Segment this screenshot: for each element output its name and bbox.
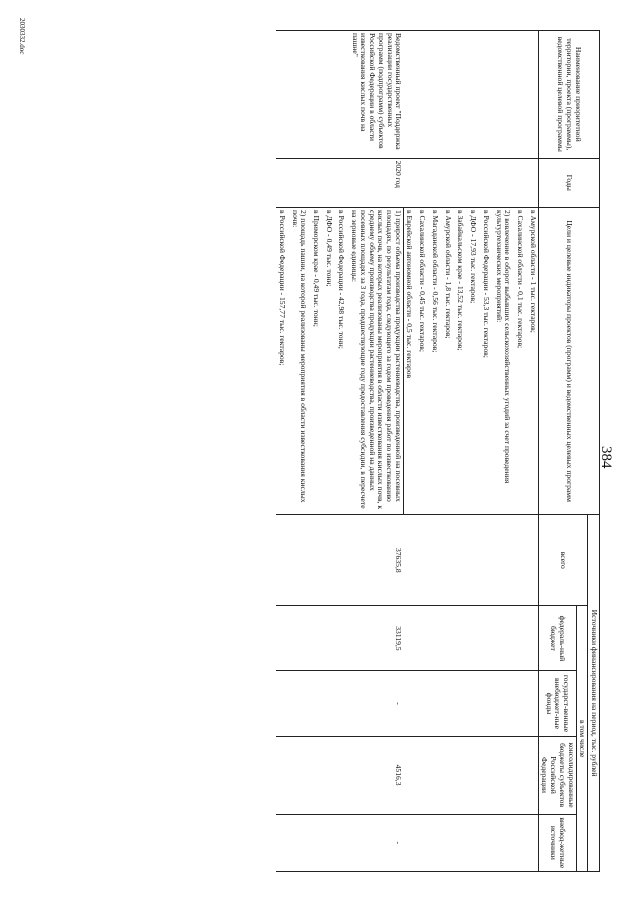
indicator-line: в ДФО - 17,93 тыс. гектаров; [469, 210, 479, 304]
financing-table [276, 30, 600, 872]
value-state-funds: - [276, 671, 403, 736]
continued-row [403, 31, 538, 872]
continued-indicators-cell [403, 208, 538, 515]
header-federal: федераль-ный бюджет [538, 606, 576, 671]
value-regional: 4516,3 [276, 736, 403, 814]
indicator-line: в Еврейской автономной области - 0,5 тыс. гектаров [405, 210, 415, 379]
project-year: 2020 год [276, 158, 403, 207]
header-state-funds: государст-венные внебюджет-ные фонды [538, 671, 576, 736]
value-total: 37635,8 [276, 515, 403, 606]
header-total: всего [538, 515, 588, 606]
page-number: 384 [598, 446, 614, 469]
indicator-line: 2) вовлечение в оборот выбывших сельскохозяйственных угодий за счет проведения культуртехнических мероприятий: [494, 210, 513, 484]
indicator-line: в Приморском крае - 0,49 тыс. тонн; [312, 210, 322, 327]
indicator-line: в Российской Федерации - 53,3 тыс. гектаров; [481, 210, 491, 358]
header-offbudget: внебюд-жетные источники [538, 814, 576, 871]
project-indicators-cell [276, 208, 403, 515]
header-sources: Источники финансирования на период, тыс. рублей [588, 515, 600, 872]
indicator-line: в Сахалинской области - 0,45 тыс. гектаров; [418, 210, 428, 352]
indicator-line: в Амурской области - 1,8 тыс. гектаров; [443, 210, 453, 339]
indicator-line: в Магаданской области - 0,56 тыс. гектаров; [430, 210, 440, 353]
header-name: Наименование приоритетной территории, проекта (программы), ведомственной целевой программы [538, 31, 599, 159]
indicator-line: в Российской Федерации - 42,98 тыс. тонн; [337, 210, 347, 349]
project-name: Ведомственный проект "Поддержка реализации государственных программ (подпрограмм) субъектов Российской Федерации в области известкования кислых почв на пашне" [276, 31, 403, 159]
continued-year-cell [403, 158, 538, 207]
value-federal: 33119,5 [276, 606, 403, 671]
indicator-line: 1) прирост объема производства продукции растениеводства, произведенной на посевных площадях, по результатам года, следующего за годом проведения работ по известкованию кислых почв, на которых реализованы мероприятия в области известкования кислых почв, к среднему объему производства продукции растениеводства, произведенной на данных посевных площадях за 3 года, предшествующие году предоставления субсидии, в пересчете на зерновые единицы: [350, 210, 403, 510]
indicator-line: в ДФО - 0,49 тыс. тонн; [324, 210, 334, 287]
header-years: Годы [538, 158, 599, 207]
indicator-line: в Российской Федерации - 157,77 тыс. гектаров; [277, 210, 287, 366]
footer-code: 2030332.doc [18, 18, 26, 55]
header-row-1 [588, 31, 600, 872]
header-in-that: в том числе [576, 606, 588, 872]
header-regional: консолидированные бюджеты субъектов Российской Федерации [538, 736, 576, 814]
project-row [276, 31, 403, 872]
header-goals: Цели и целевые индикаторы проектов (программ) и ведомственных целевых программ [538, 208, 599, 515]
indicator-line: в Сахалинской области - 0,1 тыс. гектаров; [515, 210, 525, 349]
continued-name-cell [403, 31, 538, 159]
value-offbudget: - [276, 814, 403, 871]
indicator-line: 2) площадь пашни, на которой реализованы мероприятия в области известкования кислых почв: [290, 210, 309, 503]
indicator-line: в Забайкальском крае - 13,52 тыс. гектаров; [456, 210, 466, 351]
indicator-line: в Амурской области - 1 тыс. гектаров; [528, 210, 538, 333]
